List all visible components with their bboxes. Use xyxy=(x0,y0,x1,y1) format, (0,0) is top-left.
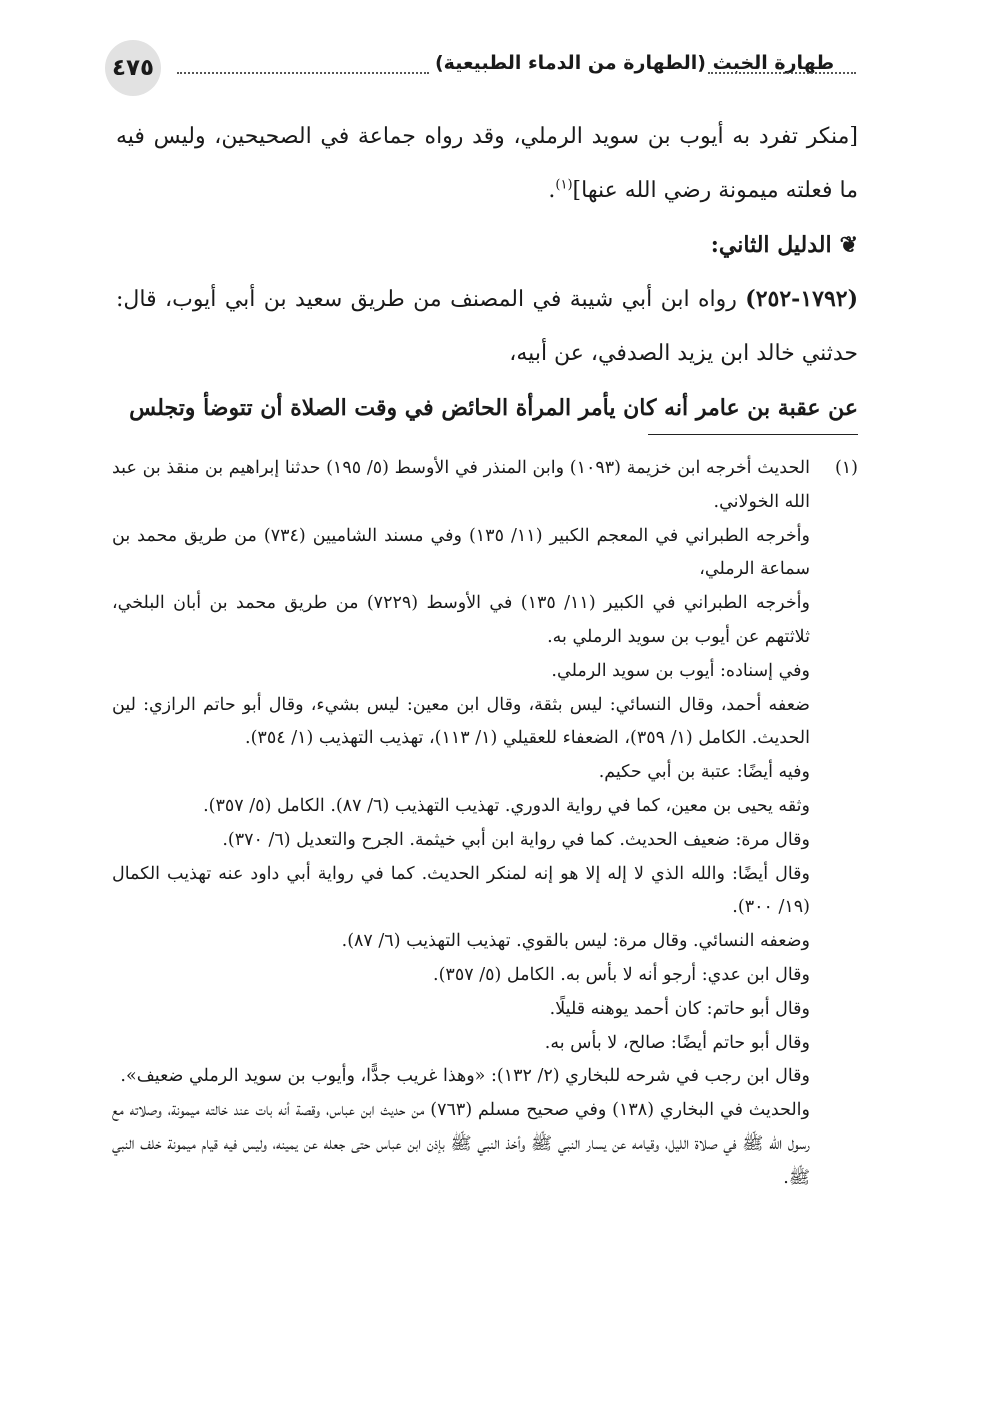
footnote-line: وقال أبو حاتم أيضًا: صالح، لا بأس به. xyxy=(544,1032,810,1053)
leaf-ornament-icon: ❦ xyxy=(839,232,858,258)
footnote-line: وقال أبو حاتم: كان أحمد يوهنه قليلًا. xyxy=(549,998,810,1019)
footnote-line: الحديث أخرجه ابن خزيمة (١٠٩٣) وابن المنذر في الأوسط (٥/ ١٩٥) حدثنا إبراهيم بن منقذ بن عبد الله الخولاني. xyxy=(112,458,810,512)
footnote-line: وقال ابن عدي: أرجو أنه لا بأس به. الكامل (٥/ ٣٥٧). xyxy=(433,964,810,985)
section-heading xyxy=(116,218,858,272)
footnote-line: وقال أيضًا: والله الذي لا إله إلا هو إنه لمنكر الحديث. كما في رواية أبي داود عنه تهذيب الكمال (١٩/ ٣٠٠). xyxy=(112,863,810,918)
footnotes xyxy=(112,452,858,1196)
main-paragraph-1 xyxy=(116,110,858,218)
heading-text: الدليل الثاني: xyxy=(710,232,832,258)
footnote-line: والحديث في البخاري (١٣٨) وفي صحيح مسلم (٧٦٣) من حديث ابن عباس، وقصة أنه بات عند خالته ميمونة، وصلاته مع رسول الله ﷺ في صلاة الليل، وقيامه عن يسار النبي ﷺ وأخذ النبي ﷺ بإذن ابن عباس حتى جعله عن يمينه، وليس فيه قيام ميمونة خلف النبي ﷺ. xyxy=(112,1100,810,1188)
footnote-separator xyxy=(648,434,858,435)
footnote-line: ضعفه أحمد، وقال النسائي: ليس بثقة، وقال ابن معين: ليس بشيء، وقال أبو حاتم الرازي: لين الحديث. الكامل (١/ ٣٥٩)، الضعفاء للعقيلي (١/ ١١٣)، تهذيب التهذيب (١/ ٣٥٤). xyxy=(112,694,810,749)
hadith-number: (١٧٩٢-٢٥٢) xyxy=(745,286,858,312)
footnote-line: وفي إسناده: أيوب بن سويد الرملي. xyxy=(551,660,810,681)
header-dotted-leader-right xyxy=(708,72,856,74)
footnote-line: وأخرجه الطبراني في الكبير (١١/ ١٣٥) في الأوسط (٧٢٢٩) من طريق محمد بن أبان البلخي، ثلاثتهم عن أيوب بن سويد الرملي به. xyxy=(112,593,810,647)
footnote-line: وفيه أيضًا: عتبة بن أبي حكيم. xyxy=(598,762,810,783)
main-paragraph-2 xyxy=(116,272,858,381)
footnote-line: وأخرجه الطبراني في المعجم الكبير (١١/ ١٣٥) وفي مسند الشاميين (٧٣٤) من طريق محمد بن سماعة الرملي، xyxy=(112,525,810,580)
paragraph-2-text: رواه ابن أبي شيبة في المصنف من طريق سعيد بن أبي أيوب، قال: حدثني خالد ابن يزيد الصدفي، عن أبيه، xyxy=(116,287,858,366)
footnote-ref[interactable]: (١) xyxy=(555,177,573,193)
main-paragraph-3: عن عقبة بن عامر أنه كان يأمر المرأة الحائض في وقت الصلاة أن تتوضأ وتجلس xyxy=(129,395,858,421)
footnote-line: وثقه يحيى بن معين، كما في رواية الدوري. تهذيب التهذيب (٦/ ٨٧). الكامل (٥/ ٣٥٧). xyxy=(203,795,810,816)
page-number: ٤٧٥ xyxy=(105,40,161,96)
main-text xyxy=(116,110,858,435)
footnote-line: وقال مرة: ضعيف الحديث. كما في رواية ابن أبي خيثمة. الجرح والتعديل (٦/ ٣٧٠). xyxy=(222,829,810,850)
paragraph-1-end: . xyxy=(548,178,556,203)
header-dotted-leader-left xyxy=(177,72,429,74)
footnote-body xyxy=(112,452,810,1196)
footnote-line: وقال ابن رجب في شرحه للبخاري (٢/ ١٣٢): «وهذا غريب جدًّا، وأيوب بن سويد الرملي ضعيف». xyxy=(120,1066,810,1087)
paragraph-1-text: [منكر تفرد به أيوب بن سويد الرملي، وقد رواه جماعة في الصحيحين، وليس فيه ما فعلته ميمونة رضي الله عنها] xyxy=(116,124,858,203)
page-header xyxy=(105,40,856,100)
footnote-line: وضعفه النسائي. وقال مرة: ليس بالقوي. تهذيب التهذيب (٦/ ٨٧). xyxy=(341,931,810,952)
footnote-number: (١) xyxy=(834,458,858,478)
running-title: طهارة الخبث (الطهارة من الدماء الطبيعية) xyxy=(435,52,835,74)
